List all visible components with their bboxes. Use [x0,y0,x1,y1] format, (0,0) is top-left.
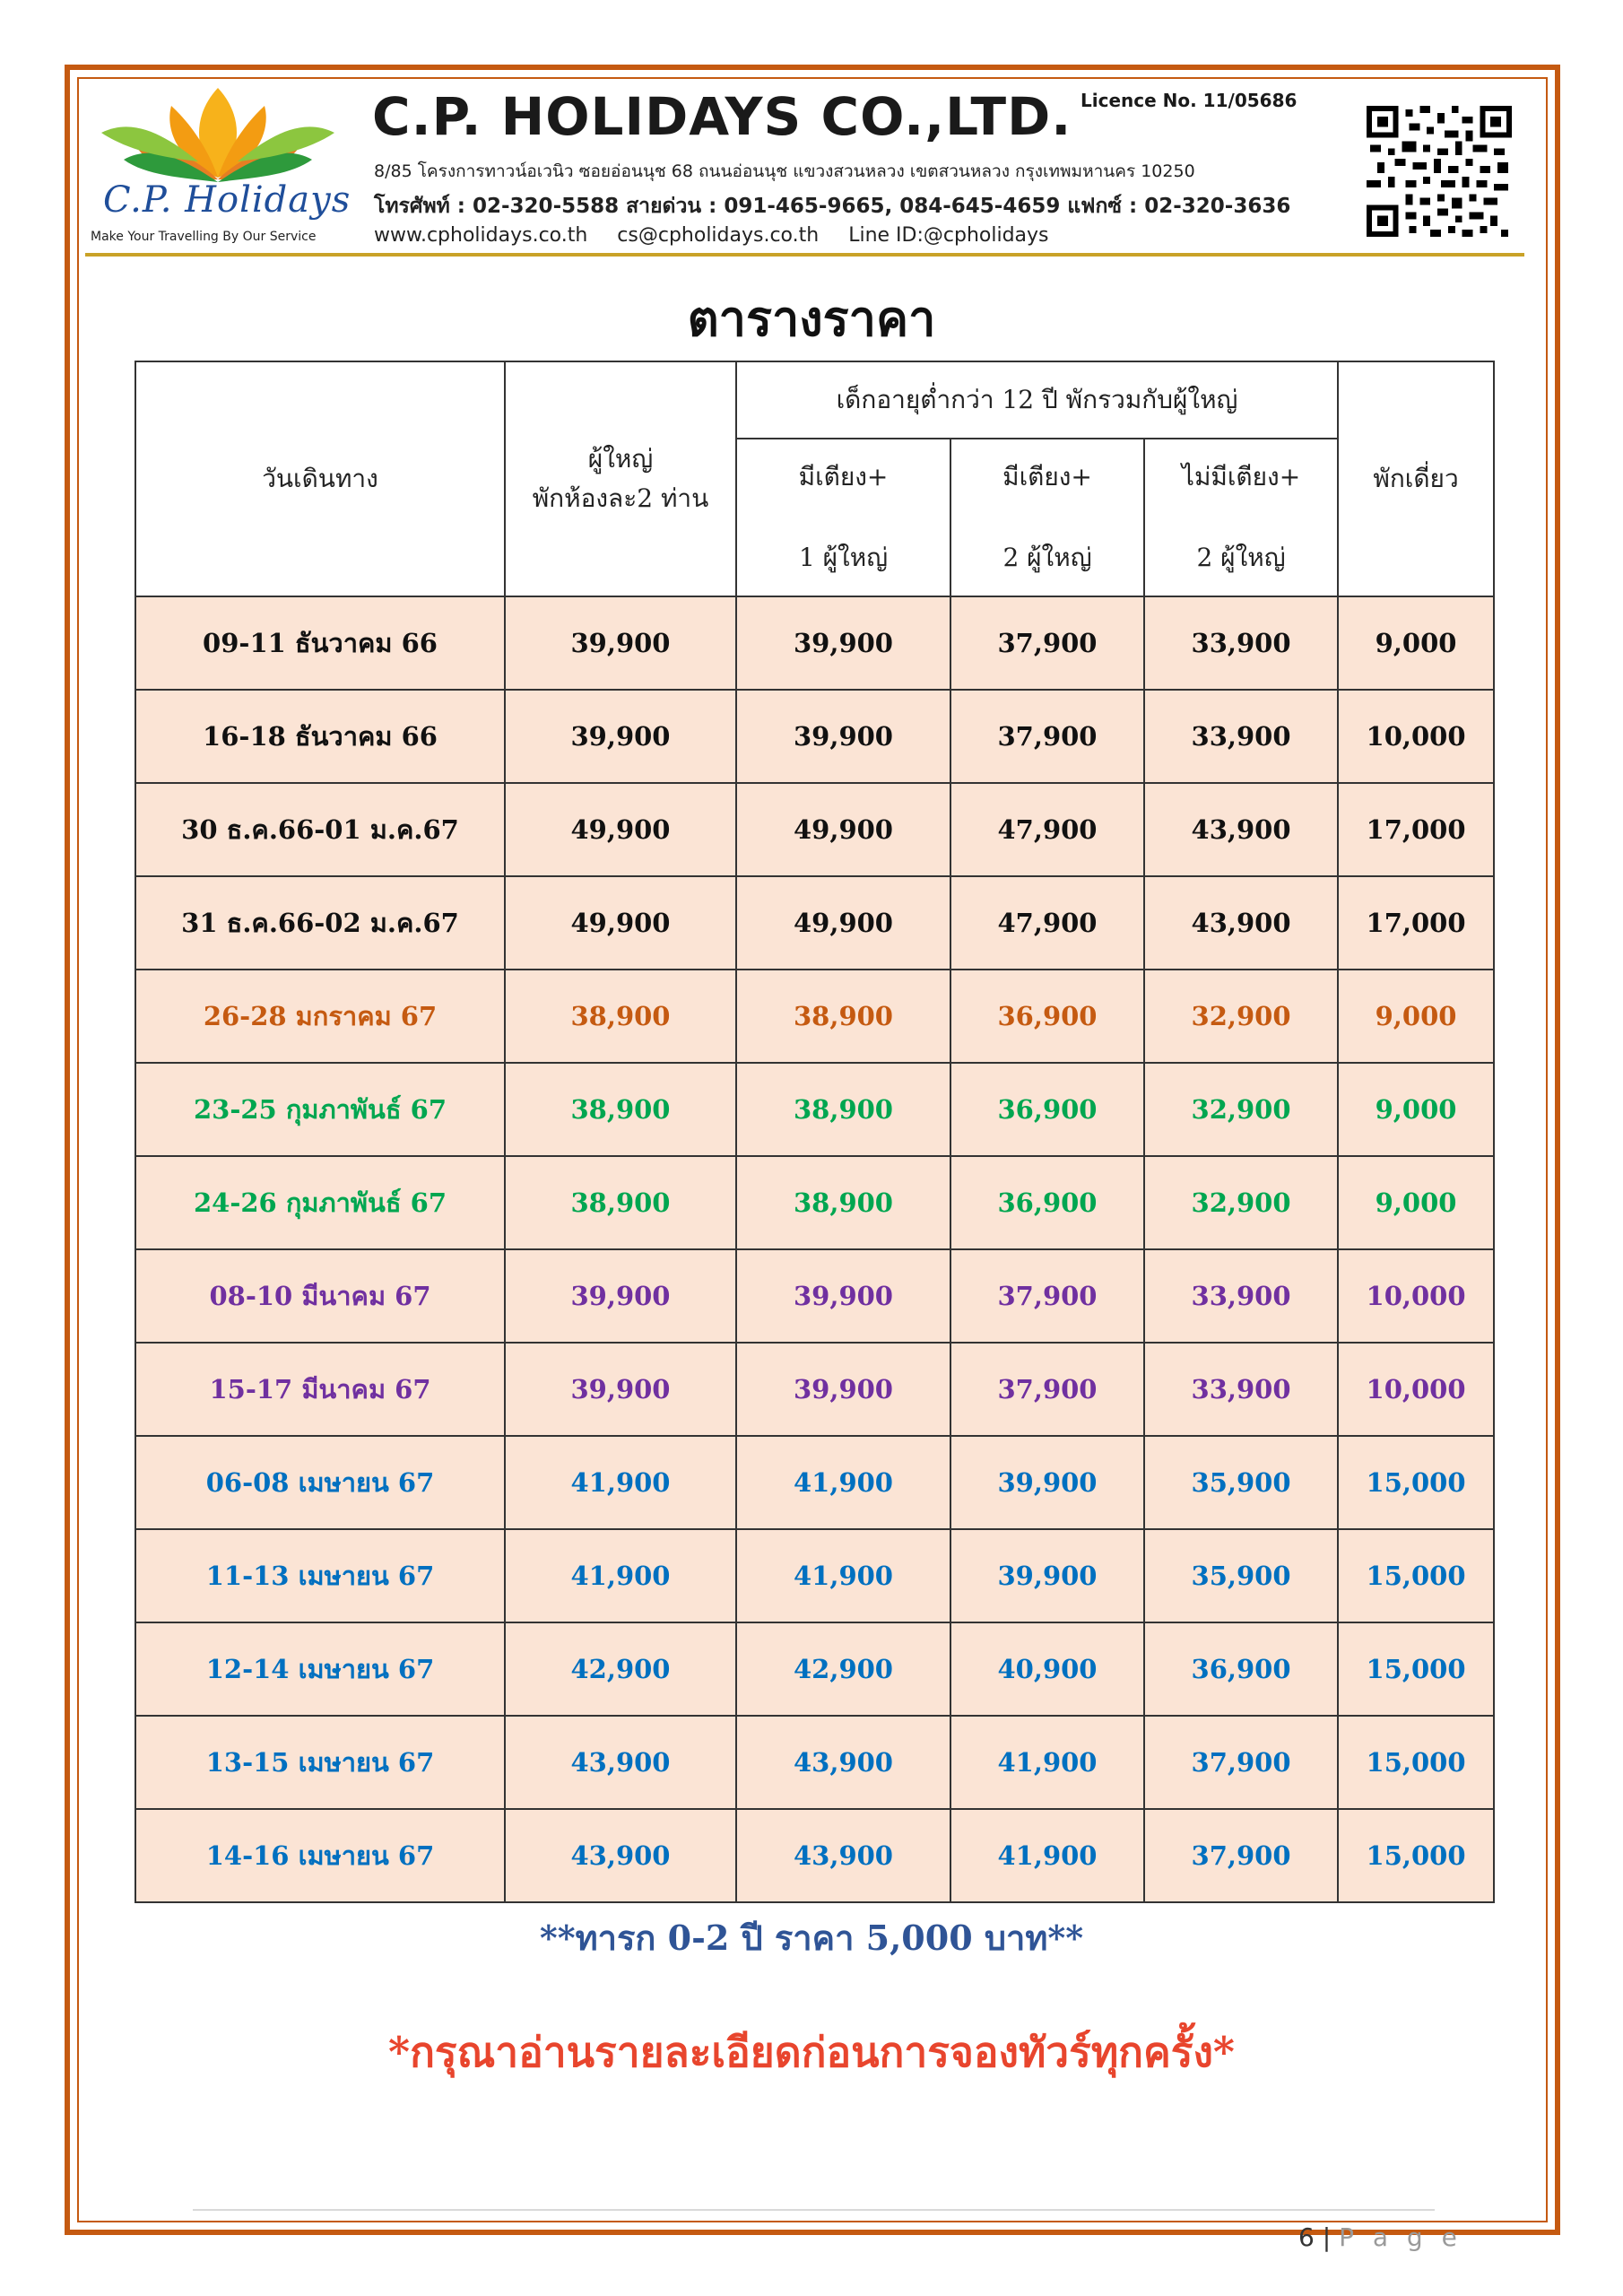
company-header [85,79,1524,258]
company-name: C.P. HOLIDAYS CO.,LTD. [372,86,1072,147]
header-child-bed-2-line2: 2 ผู้ใหญ่ [1002,543,1092,572]
cell-child-bed-2: 41,900 [950,1809,1144,1902]
cell-child-nobed: 37,900 [1144,1716,1338,1809]
cell-child-bed-2: 36,900 [950,970,1144,1063]
cell-child-bed-2: 39,900 [950,1529,1144,1622]
website-link[interactable]: www.cpholidays.co.th [374,224,588,247]
cell-single: 17,000 [1338,876,1494,970]
table-row [135,876,1494,970]
cell-child-nobed: 35,900 [1144,1436,1338,1529]
cell-child-nobed: 33,900 [1144,1249,1338,1343]
table-row [135,596,1494,690]
cell-child-bed-1: 39,900 [736,1343,950,1436]
cell-child-bed-1: 39,900 [736,596,950,690]
header-child-bed-1-line1: มีเตียง+ [798,462,889,491]
cell-child-bed-2: 37,900 [950,690,1144,783]
table-row [135,1249,1494,1343]
cell-date: 26-28 มกราคม 67 [135,970,505,1063]
price-table-body [135,596,1494,1902]
header-child-bed-2 [950,439,1144,596]
cell-date: 15-17 มีนาคม 67 [135,1343,505,1436]
page-title: ตารางราคา [687,290,936,347]
cell-single: 17,000 [1338,783,1494,876]
footer-divider [193,2209,1435,2211]
header-travel-date: วันเดินทาง [135,361,505,596]
cell-adult: 49,900 [505,876,736,970]
cell-child-bed-2: 39,900 [950,1436,1144,1529]
cell-child-bed-2: 36,900 [950,1063,1144,1156]
cell-adult: 42,900 [505,1622,736,1716]
cell-child-bed-1: 49,900 [736,876,950,970]
cell-adult: 38,900 [505,970,736,1063]
company-address: 8/85 โครงการทาวน์อเวนิว ซอยอ่อนนุช 68 ถนนอ่อนนุช แขวงสวนหลวง เขตสวนหลวง กรุงเทพมหานคร 10250 [374,161,1195,181]
cell-child-nobed: 36,900 [1144,1622,1338,1716]
cell-child-bed-2: 40,900 [950,1622,1144,1716]
cell-child-bed-2: 47,900 [950,876,1144,970]
licence-number: Licence No. 11/05686 [1081,90,1298,111]
cell-child-bed-2: 37,900 [950,1343,1144,1436]
cell-adult: 49,900 [505,783,736,876]
header-adult [505,361,736,596]
cell-date: 24-26 กุมภาพันธ์ 67 [135,1156,505,1249]
cell-single: 15,000 [1338,1809,1494,1902]
company-contacts [374,224,1072,247]
header-child-nobed-line2: 2 ผู้ใหญ่ [1196,543,1286,572]
cell-child-bed-1: 38,900 [736,1156,950,1249]
cell-date: 12-14 เมษายน 67 [135,1622,505,1716]
cell-date: 13-15 เมษายน 67 [135,1716,505,1809]
company-phone: โทรศัพท์ : 02-320-5588 สายด่วน : 091-465-9665, 084-645-4659 แฟกซ์ : 02-320-3636 [374,195,1291,218]
qr-code-icon [1366,106,1513,237]
table-row [135,1436,1494,1529]
cell-date: 23-25 กุมภาพันธ์ 67 [135,1063,505,1156]
cell-adult: 38,900 [505,1063,736,1156]
header-child-nobed-line1: ไม่มีเตียง+ [1181,462,1301,491]
header-single: พักเดี่ยว [1338,361,1494,596]
page-footer: 6 | P a g e [1298,2222,1462,2252]
cell-single: 15,000 [1338,1436,1494,1529]
logo-text: C.P. Holidays [103,179,352,221]
cell-date: 30 ธ.ค.66-01 ม.ค.67 [135,783,505,876]
cell-adult: 41,900 [505,1529,736,1622]
infant-price-note: **ทารก 0-2 ปี ราคา 5,000 บาท** [539,1918,1084,1958]
cell-child-bed-1: 43,900 [736,1716,950,1809]
cell-child-bed-1: 43,900 [736,1809,950,1902]
table-row [135,1809,1494,1902]
price-table [135,361,1495,1903]
cell-child-nobed: 32,900 [1144,1156,1338,1249]
table-row [135,1716,1494,1809]
cell-single: 10,000 [1338,690,1494,783]
cell-date: 16-18 ธันวาคม 66 [135,690,505,783]
read-details-note: *กรุณาอ่านรายละเอียดก่อนการจองทัวร์ทุกครั้ง* [388,2028,1235,2076]
cell-single: 9,000 [1338,1063,1494,1156]
table-row [135,1063,1494,1156]
cell-adult: 43,900 [505,1809,736,1902]
email-link[interactable]: cs@cpholidays.co.th [617,224,820,247]
cell-date: 14-16 เมษายน 67 [135,1809,505,1902]
cell-child-nobed: 37,900 [1144,1809,1338,1902]
table-row [135,690,1494,783]
cell-child-bed-2: 36,900 [950,1156,1144,1249]
cell-adult: 38,900 [505,1156,736,1249]
cell-child-nobed: 35,900 [1144,1529,1338,1622]
cell-child-bed-1: 41,900 [736,1529,950,1622]
header-adult-line2: พักห้องละ2 ท่าน [532,483,709,513]
cell-single: 9,000 [1338,596,1494,690]
page-label: P a g e [1339,2222,1462,2252]
cell-adult: 39,900 [505,1343,736,1436]
cell-child-nobed: 43,900 [1144,876,1338,970]
cell-child-bed-1: 49,900 [736,783,950,876]
cell-child-bed-2: 37,900 [950,596,1144,690]
table-row [135,970,1494,1063]
table-row [135,1529,1494,1622]
cell-single: 10,000 [1338,1343,1494,1436]
cell-child-bed-2: 37,900 [950,1249,1144,1343]
header-child-bed-1-line2: 1 ผู้ใหญ่ [798,543,889,572]
table-row [135,1156,1494,1249]
cell-adult: 39,900 [505,1249,736,1343]
header-divider [85,253,1524,257]
cell-date: 06-08 เมษายน 67 [135,1436,505,1529]
cell-child-bed-1: 38,900 [736,970,950,1063]
cell-adult: 41,900 [505,1436,736,1529]
table-row [135,1622,1494,1716]
cell-child-nobed: 32,900 [1144,970,1338,1063]
line-id: Line ID:@cpholidays [848,224,1049,247]
cell-single: 15,000 [1338,1622,1494,1716]
cell-child-bed-1: 39,900 [736,690,950,783]
header-child-bed-1 [736,439,950,596]
cell-child-nobed: 33,900 [1144,596,1338,690]
cell-child-nobed: 33,900 [1144,1343,1338,1436]
page-number: 6 [1298,2222,1315,2252]
cell-single: 10,000 [1338,1249,1494,1343]
cell-child-nobed: 32,900 [1144,1063,1338,1156]
cell-child-nobed: 43,900 [1144,783,1338,876]
header-child-nobed [1144,439,1338,596]
header-child-group: เด็กอายุต่ำกว่า 12 ปี พักรวมกับผู้ใหญ่ [736,361,1338,439]
cell-child-bed-1: 42,900 [736,1622,950,1716]
table-row [135,783,1494,876]
cell-date: 08-10 มีนาคม 67 [135,1249,505,1343]
header-adult-line1: ผู้ใหญ่ [587,444,654,474]
cell-child-bed-1: 39,900 [736,1249,950,1343]
cell-child-nobed: 33,900 [1144,690,1338,783]
cell-single: 9,000 [1338,970,1494,1063]
cell-date: 11-13 เมษายน 67 [135,1529,505,1622]
table-row [135,1343,1494,1436]
cell-date: 09-11 ธันวาคม 66 [135,596,505,690]
cell-date: 31 ธ.ค.66-02 ม.ค.67 [135,876,505,970]
cell-child-bed-2: 47,900 [950,783,1144,876]
logo-tagline: Make Your Travelling By Our Service [91,230,317,244]
cell-adult: 39,900 [505,596,736,690]
cell-adult: 39,900 [505,690,736,783]
header-child-bed-2-line1: มีเตียง+ [1002,462,1092,491]
cell-child-bed-1: 41,900 [736,1436,950,1529]
cell-single: 15,000 [1338,1529,1494,1622]
cell-child-bed-1: 38,900 [736,1063,950,1156]
lotus-logo-icon [92,79,348,249]
cell-single: 9,000 [1338,1156,1494,1249]
cell-single: 15,000 [1338,1716,1494,1809]
cell-child-bed-2: 41,900 [950,1716,1144,1809]
cell-adult: 43,900 [505,1716,736,1809]
